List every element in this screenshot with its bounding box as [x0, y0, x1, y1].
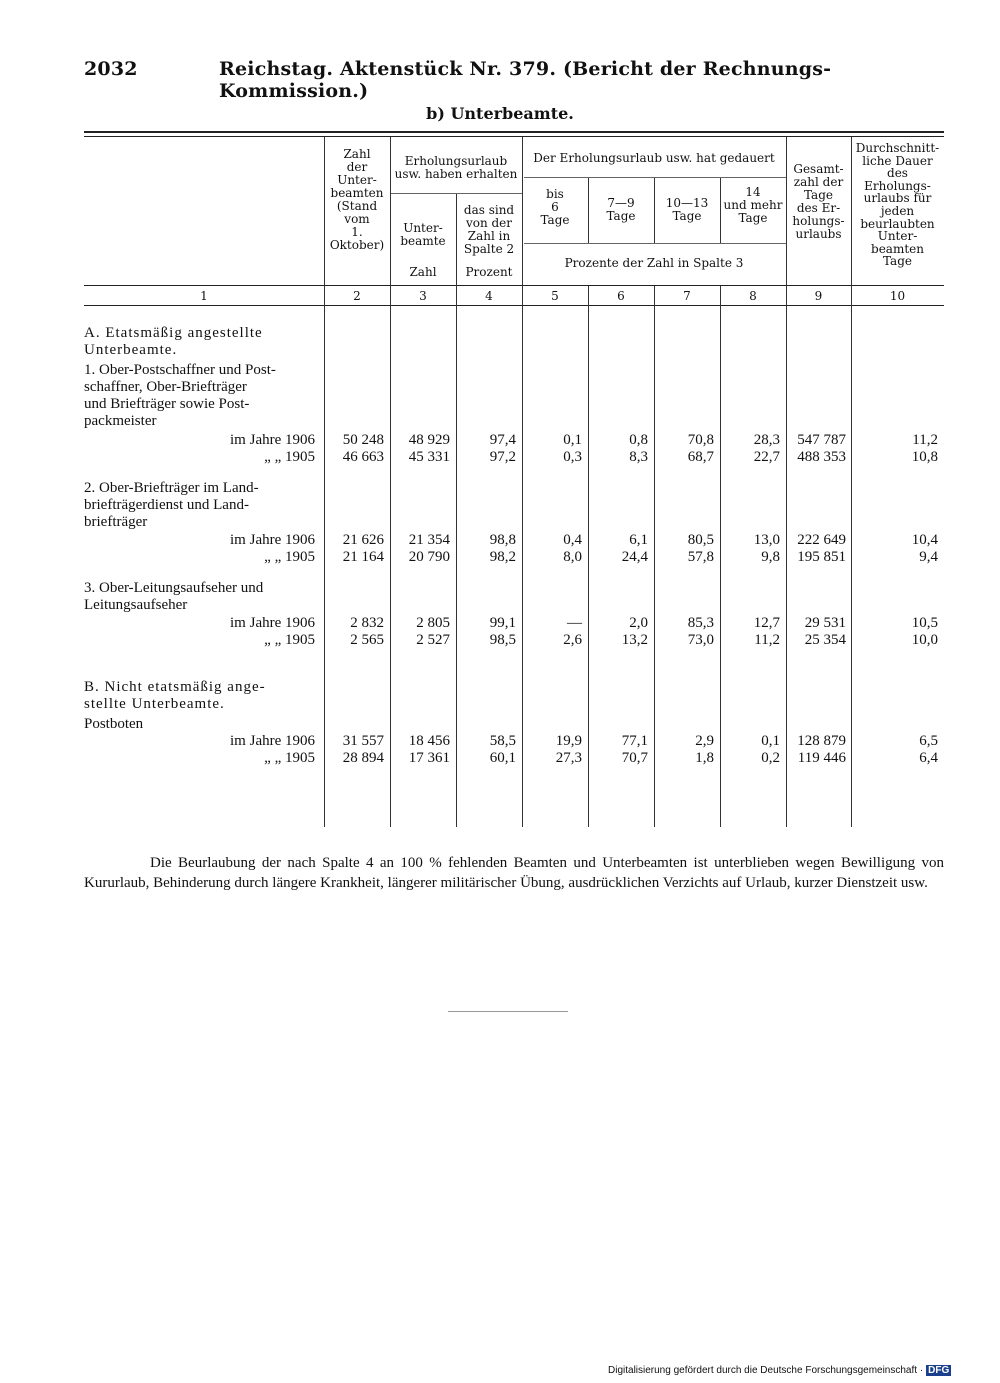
table-cell: 22,7 [753, 449, 780, 465]
table-cell: 60,1 [489, 750, 516, 766]
table-cell: 21 626 [342, 532, 384, 548]
table-cell: 46 663 [342, 449, 384, 465]
table-cell: 9,8 [761, 549, 780, 565]
table-cell: 547 787 [797, 432, 846, 448]
table-cell: 0,1 [761, 733, 780, 749]
col5-header: bis 6 Tage [540, 187, 570, 227]
table-cell: — [567, 615, 582, 631]
table-cell: 21 164 [342, 549, 384, 565]
col7-header: 10—13 Tage [665, 196, 709, 223]
table-cell: 0,1 [563, 432, 582, 448]
table-cell: 98,8 [489, 532, 516, 548]
table-cell: 13,0 [753, 532, 780, 548]
table-cell: 6,4 [919, 750, 938, 766]
col4-header: das sind von der Zahl in Spalte 2 [463, 203, 515, 256]
table-cell: 11,2 [754, 632, 780, 648]
table-cell: 13,2 [621, 632, 648, 648]
table-top-rule-2 [84, 136, 944, 137]
colnum-8: 8 [749, 289, 757, 303]
col9-header: Gesamt- zahl der Tage des Er- holungs- urlaubs [792, 162, 845, 241]
table-cell: 98,5 [489, 632, 516, 648]
col-sep-4 [522, 137, 523, 827]
col10-header: Durchschnitt- liche Dauer des Erholungs- urlaubs für jeden beurlaubten Unter- beamten Tage [855, 141, 940, 269]
col6-header: 7—9 Tage [606, 196, 636, 223]
table-cell: 45 331 [408, 449, 450, 465]
table-subtitle: b) Unterbeamte. [426, 104, 574, 123]
section-a1-label: 1. Ober-Postschaffner und Post- schaffner, Ober-Briefträger und Briefträger sowie Post- packmeister [84, 362, 276, 429]
table-cell: 2 805 [416, 615, 450, 631]
colnum-bottom-rule [84, 305, 944, 306]
col58-group-header: Der Erholungsurlaub usw. hat gedauert [533, 151, 775, 165]
table-cell: 18 456 [408, 733, 450, 749]
row-label-1906: im Jahre 1906 [230, 733, 315, 749]
table-cell: 70,8 [687, 432, 714, 448]
table-cell: 48 929 [408, 432, 450, 448]
table-cell: 70,7 [621, 750, 648, 766]
table-cell: 0,3 [563, 449, 582, 465]
table-cell: 0,4 [563, 532, 582, 548]
footer-text: Digitalisierung gefördert durch die Deutsche Forschungsgemeinschaft · [608, 1365, 924, 1376]
group-rule-58 [524, 177, 786, 178]
row-label-1905: „ „ 1905 [264, 549, 315, 565]
table-cell: 50 248 [342, 432, 384, 448]
table-cell: 97,2 [489, 449, 516, 465]
table-cell: 73,0 [687, 632, 714, 648]
group-rule-58b [524, 243, 786, 244]
section-b-label: B. Nicht etatsmäßig ange- stellte Unterbeamte. [84, 679, 266, 712]
table-cell: 11,2 [912, 432, 938, 448]
table-cell: 29 531 [804, 615, 846, 631]
table-cell: 97,4 [489, 432, 516, 448]
table-cell: 24,4 [621, 549, 648, 565]
table-cell: 28,3 [753, 432, 780, 448]
table-cell: 222 649 [797, 532, 846, 548]
table-cell: 1,8 [695, 750, 714, 766]
colnum-5: 5 [551, 289, 559, 303]
table-cell: 21 354 [408, 532, 450, 548]
section-a-label: A. Etatsmäßig angestellte Unterbeamte. [84, 325, 263, 358]
table-cell: 6,5 [919, 733, 938, 749]
table-cell: 2 832 [350, 615, 384, 631]
row-label-1905: „ „ 1905 [264, 750, 315, 766]
table-top-rule [84, 131, 944, 133]
table-cell: 27,3 [555, 750, 582, 766]
table-cell: 0,8 [629, 432, 648, 448]
footer-credit [608, 1365, 951, 1376]
colnum-6: 6 [617, 289, 625, 303]
col58-unit: Prozente der Zahl in Spalte 3 [564, 256, 744, 270]
table-cell: 6,1 [629, 532, 648, 548]
table-cell: 2 565 [350, 632, 384, 648]
colnum-1: 1 [200, 289, 208, 303]
page-title: Reichstag. Aktenstück Nr. 379. (Bericht der Rechnungs-Kommission.) [219, 58, 832, 102]
table-cell: 58,5 [489, 733, 516, 749]
table-cell: 2,9 [695, 733, 714, 749]
table-cell: 119 446 [797, 750, 846, 766]
table-cell: 195 851 [797, 549, 846, 565]
row-label-1905: „ „ 1905 [264, 449, 315, 465]
table-cell: 12,7 [753, 615, 780, 631]
col2-header: Zahl der Unter- beamten (Stand vom 1. Oktober) [329, 147, 385, 252]
table-cell: 128 879 [797, 733, 846, 749]
table-cell: 488 353 [797, 449, 846, 465]
col34-group-header: Erholungsurlaub usw. haben erhalten [394, 154, 518, 181]
table-cell: 80,5 [687, 532, 714, 548]
colnum-4: 4 [485, 289, 493, 303]
colnum-3: 3 [419, 289, 427, 303]
colnum-7: 7 [683, 289, 691, 303]
row-label-1906: im Jahre 1906 [230, 615, 315, 631]
table-cell: 57,8 [687, 549, 714, 565]
section-a2-label: 2. Ober-Briefträger im Land- briefträgerdienst und Land- briefträger [84, 480, 259, 530]
colnum-9: 9 [814, 289, 823, 303]
footnote: Die Beurlaubung der nach Spalte 4 an 100 % fehlenden Beamten und Unterbeamten ist unterblieben wegen Bewilligung von Kururlaub, Behinderung durch längere Krankheit, längerer militärischer Übung, ausdrücklichen Verzichts auf Urlaub, kurzer Dienstzeit usw. [84, 855, 944, 891]
section-b1-label: Postboten [84, 716, 144, 732]
table-cell: 17 361 [408, 750, 450, 766]
table-cell: 68,7 [687, 449, 714, 465]
table-cell: 10,5 [911, 615, 938, 631]
table-cell: 0,2 [761, 750, 780, 766]
table-cell: 10,8 [911, 449, 938, 465]
table-cell: 28 894 [342, 750, 384, 766]
row-label-1906: im Jahre 1906 [230, 532, 315, 548]
row-label-1905: „ „ 1905 [264, 632, 315, 648]
col8-header: 14 und mehr Tage [723, 185, 783, 225]
dfg-logo: DFG [928, 1365, 950, 1376]
page-number: 2032 [84, 58, 138, 80]
table-cell: 10,4 [911, 532, 938, 548]
table-cell: 2,6 [563, 632, 582, 648]
table-cell: 19,9 [555, 733, 582, 749]
colnum-2: 2 [353, 289, 361, 303]
table-cell: 8,0 [563, 549, 582, 565]
table-cell: 2,0 [629, 615, 648, 631]
table-cell: 9,4 [919, 549, 938, 565]
table-cell: 77,1 [621, 733, 648, 749]
colnum-10: 10 [889, 289, 906, 303]
table-cell: 85,3 [687, 615, 714, 631]
table-cell: 20 790 [408, 549, 450, 565]
col3-unit: Zahl [409, 265, 437, 279]
table-cell: 31 557 [342, 733, 384, 749]
col4-unit: Prozent [465, 265, 513, 279]
header-bottom-rule [84, 285, 944, 286]
table-cell: 99,1 [489, 615, 516, 631]
table-cell: 8,3 [629, 449, 648, 465]
col3-header: Unter- beamte [400, 221, 446, 248]
row-label-1906: im Jahre 1906 [230, 432, 315, 448]
section-a3-label: 3. Ober-Leitungsaufseher und Leitungsaufseher [84, 580, 264, 613]
table-cell: 10,0 [911, 632, 938, 648]
table-cell: 2 527 [416, 632, 450, 648]
table-cell: 25 354 [804, 632, 846, 648]
table-cell: 98,2 [489, 549, 516, 565]
divider [448, 1011, 568, 1012]
